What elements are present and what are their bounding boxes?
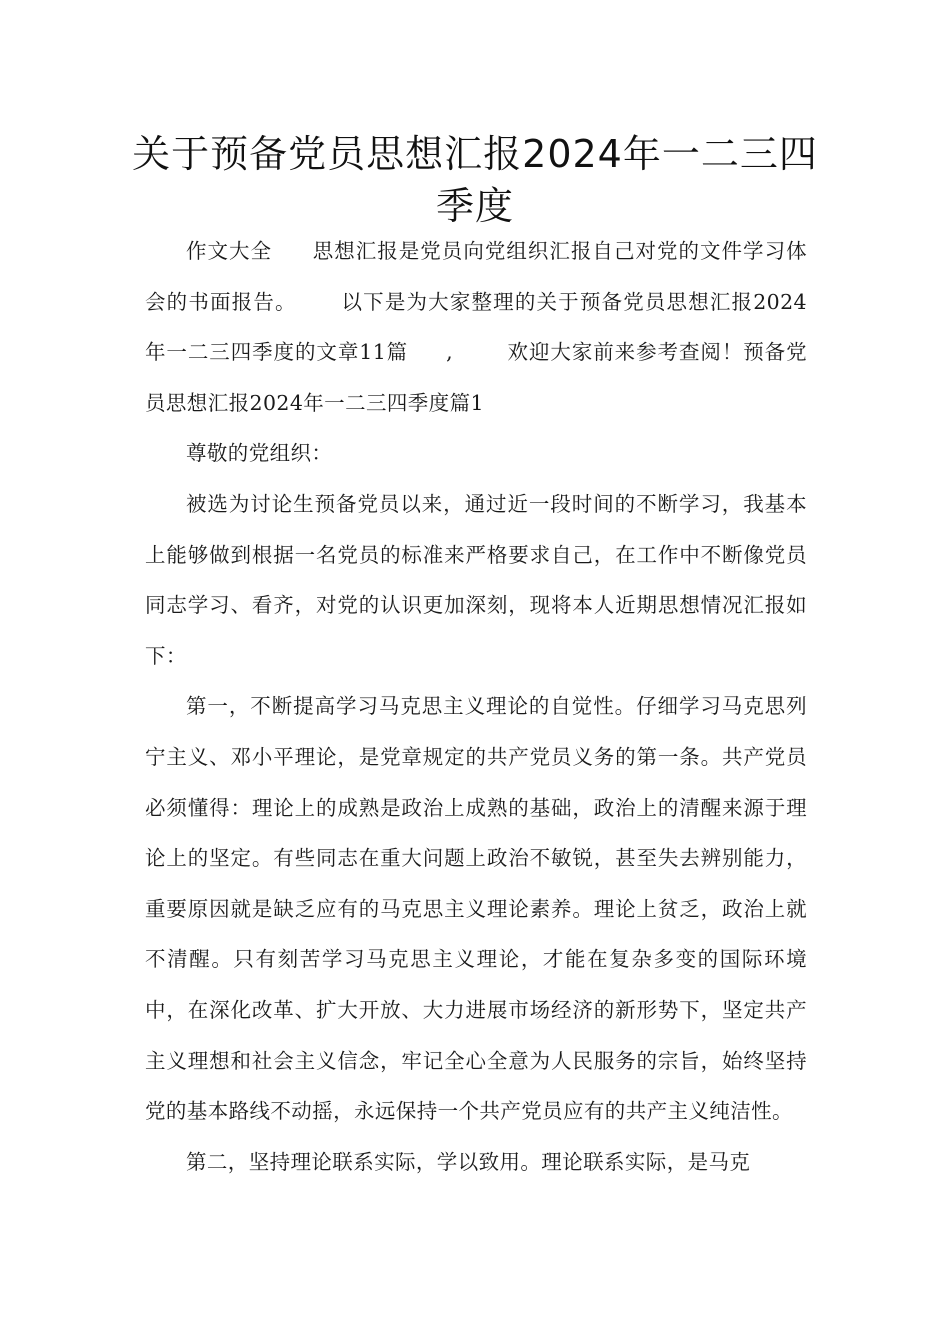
body-paragraph-2: 第一，不断提高学习马克思主义理论的自觉性。仔细学习马克思列宁主义、邓小平理论，是党章规定的共产党员义务的第一条。共产党员必须懂得：理论上的成熟是政治上成熟的基础，政治上的清醒来源于理论上的坚定。有些同志在重大问题上政治不敏锐，甚至失去辨别能力，重要原因就是缺乏应有的马克思主义理论素养。理论上贫乏，政治上就不清醒。只有刻苦学习马克思主义理论，才能在复杂多变的国际环境中，在深化改革、扩大开放、大力进展市场经济的新形势下，坚定共产主义理想和社会主义信念，牢记全心全意为人民服务的宗旨，始终坚持党的基本路线不动摇，永远保持一个共产党员应有的共产主义纯洁性。 bbox=[145, 694, 807, 1124]
body-paragraph-3: 第二，坚持理论联系实际，学以致用。理论联系实际，是马克 bbox=[186, 1149, 751, 1174]
body-paragraph-1: 被选为讨论生预备党员以来，通过近一段时间的不断学习，我基本上能够做到根据一名党员的标准来严格要求自己，在工作中不断像党员同志学习、看齐，对党的认识更加深刻，现将本人近期思想情况汇报如下： bbox=[145, 491, 807, 668]
document-title: 关于预备党员思想汇报2024年一二三四季度 bbox=[132, 132, 818, 228]
intro-lead: 以下是为大家整理的关于预备党员思想汇报2024年一二三四季度的文章11篇 bbox=[145, 289, 807, 365]
salutation: 尊敬的党组织： bbox=[186, 441, 333, 466]
intro-paragraph bbox=[145, 226, 807, 428]
intro-comma: , bbox=[446, 340, 454, 365]
intro-summary: 思想汇报是党员向党组织汇报自己对党的文件学习体会的书面报告。 bbox=[145, 239, 807, 314]
intro-welcome: 欢迎大家前来参考查阅！预备党员思想汇报2024年一二三四季度篇1 bbox=[145, 340, 807, 415]
document-body bbox=[145, 226, 807, 1187]
intro-source: 作文大全 bbox=[186, 239, 273, 263]
